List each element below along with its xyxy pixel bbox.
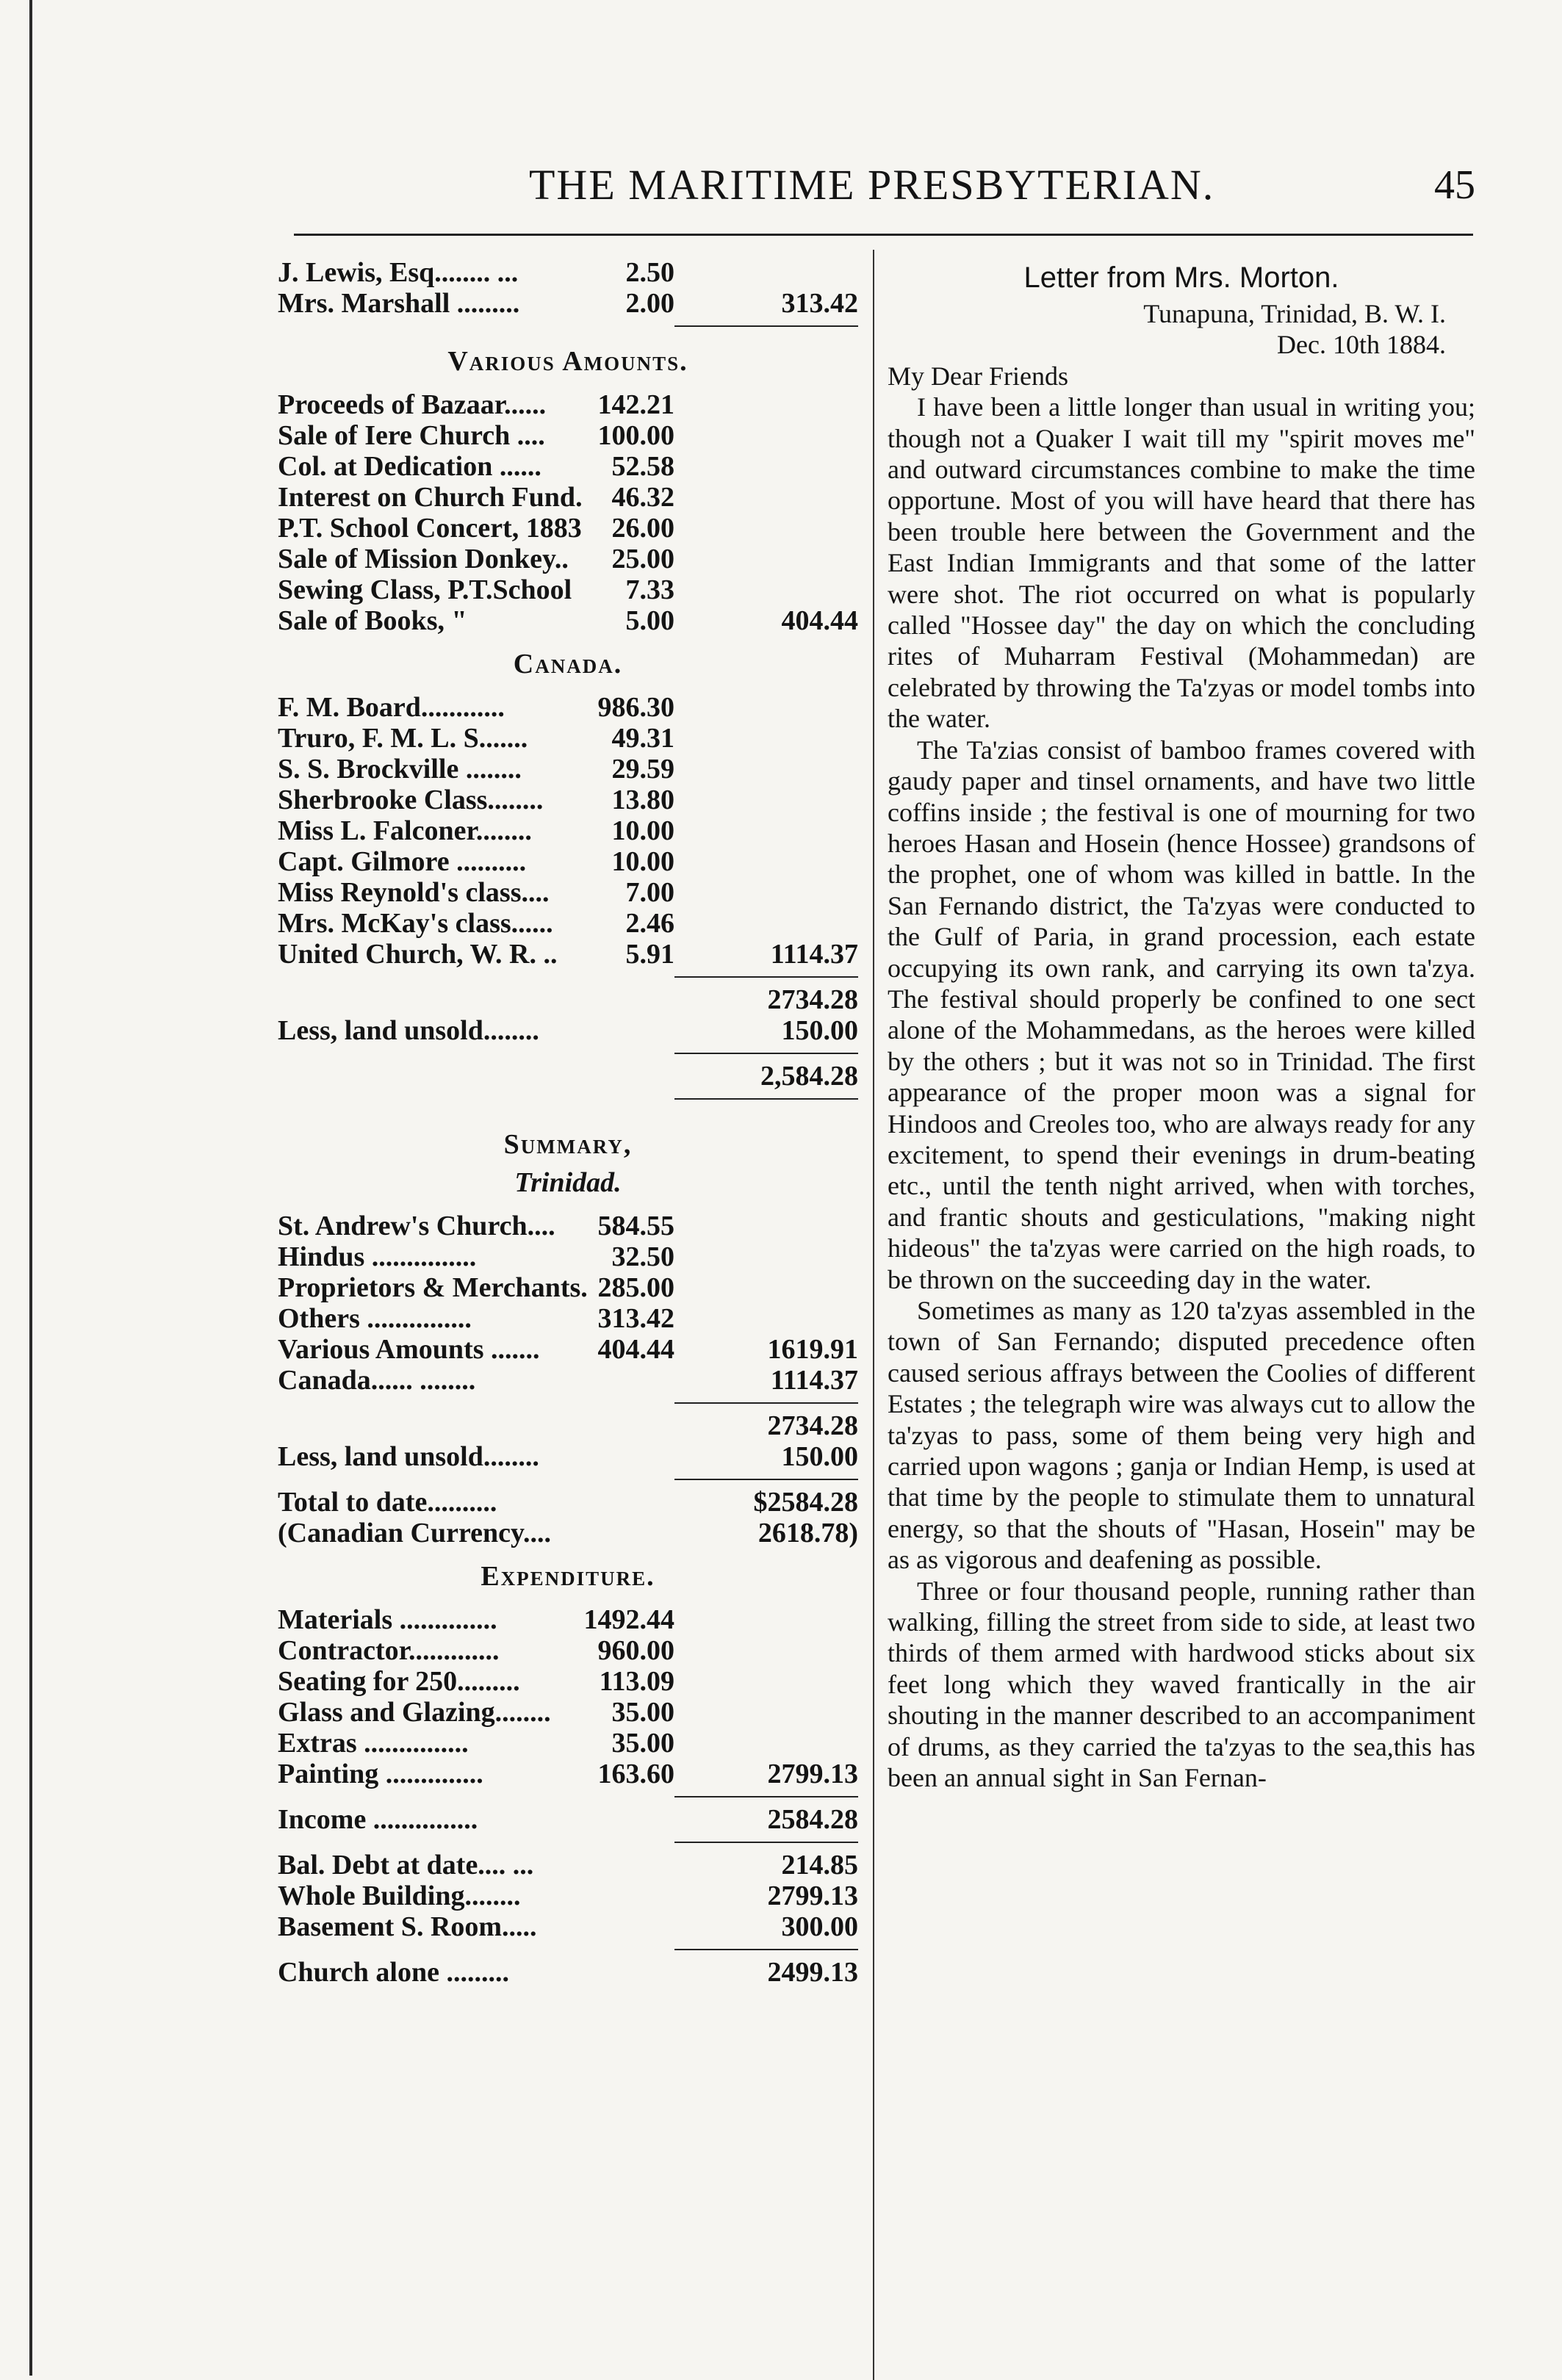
ledger-row: Sale of Mission Donkey.. 25.00 (278, 544, 674, 574)
ledger-row: Miss Reynold's class.... 7.00 (278, 877, 674, 908)
ledger-row: Sale of Books, " 5.00 404.44 (278, 605, 858, 636)
ledger-row: P.T. School Concert, 1883 26.00 (278, 513, 674, 544)
sum-rule (278, 1942, 858, 1957)
letter-title: Letter from Mrs. Morton. (1023, 262, 1339, 294)
sum-rule (278, 319, 858, 333)
sum-rule (278, 970, 858, 984)
total-row: (Canadian Currency.... 2618.78) (278, 1518, 858, 1548)
ledger-row: Sherbrooke Class........ 13.80 (278, 785, 674, 815)
letter-column (888, 257, 1475, 1794)
section-heading: Various Amounts. (447, 346, 688, 377)
ledger-row: Sale of Iere Church .... 100.00 (278, 420, 674, 451)
net-total-row: 2,584.28 (760, 1061, 858, 1092)
income-row: Income ............... 2584.28 (278, 1804, 858, 1835)
sum-rule (278, 1046, 858, 1061)
deduction-row: Less, land unsold........ 150.00 (278, 1441, 858, 1472)
ledger-row: Sewing Class, P.T.School 7.33 (278, 574, 674, 605)
ledger-row: F. M. Board............ 986.30 (278, 692, 674, 723)
letter-paragraph: I have been a little longer than usual in writing you; though not a Quaker I wait till my "spirit moves me" and outward circumstances combine to make the time opportune. Most of you will have heard that there has been trouble here between the Government and the East Indian Immigrants and that some of the latter were shot. The riot occurred on what is popularly called "Hossee day" the day on which the concluding rites of Muharram Festival (Mohammedan) are celebrated by throwing the Ta'zyas or model tombs into the water. (888, 392, 1475, 734)
section-subheading: Trinidad. (514, 1167, 622, 1198)
ledger-row: Proprietors & Merchants. 285.00 (278, 1272, 674, 1303)
letter-paragraph: Three or four thousand people, running rather than walking, filling the street from side to side, at least two thirds of them armed with hardwood sticks about six feet long which they waved frantically in the air shouting in the manner described to an accompaniment of drums, as they carried the ta'zyas to the sea,this has been an annual sight in San Fernan- (888, 1576, 1475, 1793)
ledger-row: Bal. Debt at date.... ... 214.85 (278, 1850, 858, 1880)
ledger-row: Hindus ............... 32.50 (278, 1241, 674, 1272)
ledger-row: Extras ............... 35.00 (278, 1728, 674, 1759)
header-rule (294, 234, 1473, 236)
ledger-row: Truro, F. M. L. S....... 49.31 (278, 723, 674, 754)
page-number: 45 (1434, 162, 1475, 208)
sum-rule (278, 1472, 858, 1487)
ledger-row: Interest on Church Fund. 46.32 (278, 482, 674, 513)
column-divider (873, 250, 874, 2380)
subtotal-row: 2734.28 (767, 1410, 858, 1441)
running-head: THE MARITIME PRESBYTERIAN. (529, 161, 1215, 209)
sum-rule (278, 1396, 858, 1410)
section-heading: Summary, (503, 1129, 633, 1160)
subtotal-row: 2734.28 (767, 984, 858, 1015)
ledger-row: Painting .............. 163.60 2799.13 (278, 1759, 858, 1789)
ledger-row: Proceeds of Bazaar...... 142.21 (278, 389, 674, 420)
ledger-row: Miss L. Falconer........ 10.00 (278, 815, 674, 846)
ledger-row: Various Amounts ....... 404.44 1619.91 (278, 1334, 858, 1365)
section-heading: Expenditure. (481, 1561, 655, 1592)
ledger-row: Mrs. Marshall ......... 2.00 313.42 (278, 288, 858, 319)
letter-date: Dec. 10th 1884. (1277, 330, 1446, 360)
ledger-row: S. S. Brockville ........ 29.59 (278, 754, 674, 785)
ledger-row: Seating for 250......... 113.09 (278, 1666, 674, 1697)
ledger-row: St. Andrew's Church.... 584.55 (278, 1211, 674, 1241)
ledger-row: Glass and Glazing........ 35.00 (278, 1697, 674, 1728)
total-row: Total to date.......... $2584.28 (278, 1487, 858, 1518)
letter-salutation: My Dear Friends (888, 361, 1068, 391)
ledger-row: Basement S. Room..... 300.00 (278, 1911, 858, 1942)
sum-rule (278, 1789, 858, 1804)
binding-edge (29, 0, 32, 2376)
ledger-row: J. Lewis, Esq........ ... 2.50 (278, 257, 674, 288)
church-total-row: Church alone ......... 2499.13 (278, 1957, 858, 1988)
deduction-row: Less, land unsold........ 150.00 (278, 1015, 858, 1046)
letter-paragraph: The Ta'zias consist of bamboo frames covered with gaudy paper and tinsel ornaments, and have two little coffins inside ; the festival is one of mourning for two heroes Hasan and Hosein (hence Hossee) grandsons of the prophet, one of whom was killed in battle. In the San Fernando district, the Ta'zyas were conducted to the Gulf of Paria, in grand procession, each estate occupying its own rank, and carrying its own ta'zya. The festival should properly be confined to one sect alone of the Mohammedans, as the heroes were killed by the others ; but it was not so in Trinidad. The first appearance of the proper moon was a signal for Hindoos and Creoles too, who are always ready for any excitement, to spend their evenings in drum-beating etc., until the tenth night arrived, when with torches, and frantic shouts and gesticulations, "making night hideous" the ta'zyas were carried on the high roads, to be thrown on the succeeding day in the water. (888, 735, 1475, 1294)
ledger-row: Contractor............. 960.00 (278, 1635, 674, 1666)
ledger-row: Canada...... ........ 1114.37 (278, 1365, 858, 1396)
ledger-row: Materials .............. 1492.44 (278, 1604, 674, 1635)
letter-paragraph: Sometimes as many as 120 ta'zyas assembled in the town of San Fernando; disputed precedence often caused serious affrays between the Coolies of different Estates ; the telegraph wire was always cut to allow the ta'zyas to pass, some of them being very high and carried upon wagons ; ganja or Indian Hemp, is used at that time by the people to stimulate them to unnatural energy, so that the shouts of "Hasan, Hosein" may be as as vigorous and deafening as possible. (888, 1296, 1475, 1575)
ledger-row: Col. at Dedication ...... 52.58 (278, 451, 674, 482)
ledger-row: United Church, W. R. .. 5.91 1114.37 (278, 939, 858, 970)
accounts-column (278, 257, 858, 1988)
letter-place: Tunapuna, Trinidad, B. W. I. (1143, 299, 1446, 328)
ledger-row: Mrs. McKay's class...... 2.46 (278, 908, 674, 939)
ledger-row: Whole Building........ 2799.13 (278, 1880, 858, 1911)
sum-rule (278, 1835, 858, 1850)
section-heading: Canada. (513, 649, 623, 679)
ledger-row: Capt. Gilmore .......... 10.00 (278, 846, 674, 877)
ledger-row: Others ............... 313.42 (278, 1303, 674, 1334)
sum-rule (278, 1092, 858, 1106)
